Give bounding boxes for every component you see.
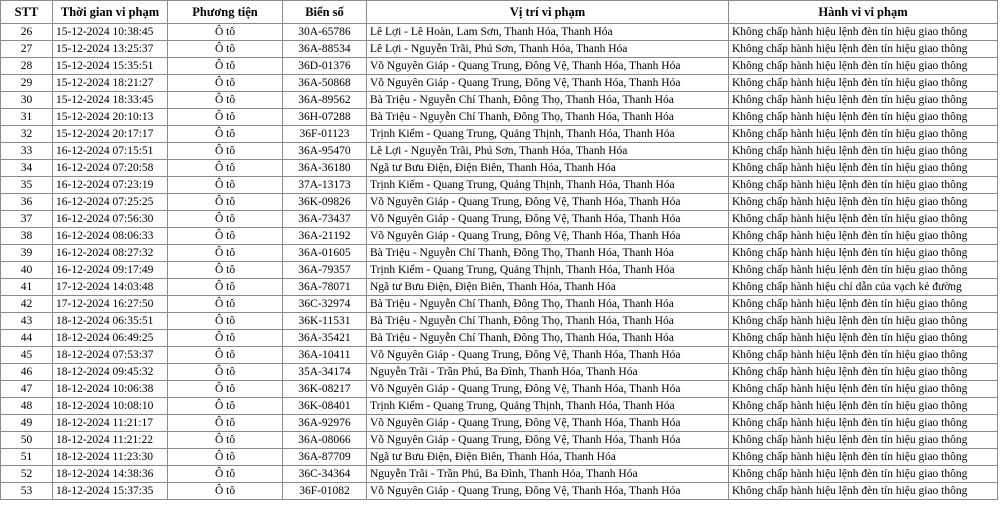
plate-cell: 36K-11531 xyxy=(283,313,367,330)
vehicle-cell: Ô tô xyxy=(168,313,283,330)
plate-cell: 36A-92976 xyxy=(283,415,367,432)
time-cell: 18-12-2024 15:37:35 xyxy=(53,483,168,500)
violation-cell: Không chấp hành hiệu lệnh đèn tín hiệu giao thông xyxy=(729,330,998,347)
table-row xyxy=(1,177,998,194)
location-cell: Bà Triệu - Nguyễn Chí Thanh, Đông Thọ, Thanh Hóa, Thanh Hóa xyxy=(367,330,729,347)
plate-cell: 30A-65786 xyxy=(283,24,367,41)
vehicle-cell: Ô tô xyxy=(168,92,283,109)
stt-cell: 41 xyxy=(1,279,53,296)
vehicle-cell: Ô tô xyxy=(168,483,283,500)
vehicle-cell: Ô tô xyxy=(168,415,283,432)
violation-cell: Không chấp hành hiệu lệnh đèn tín hiệu giao thông xyxy=(729,177,998,194)
vehicle-cell: Ô tô xyxy=(168,245,283,262)
violation-cell: Không chấp hành hiệu lệnh đèn tín hiệu giao thông xyxy=(729,58,998,75)
time-cell: 15-12-2024 18:33:45 xyxy=(53,92,168,109)
table-row xyxy=(1,160,998,177)
time-cell: 17-12-2024 14:03:48 xyxy=(53,279,168,296)
table-row xyxy=(1,143,998,160)
header-vehicle: Phương tiện xyxy=(168,1,283,24)
table-row xyxy=(1,228,998,245)
vehicle-cell: Ô tô xyxy=(168,194,283,211)
stt-cell: 50 xyxy=(1,432,53,449)
plate-cell: 36F-01082 xyxy=(283,483,367,500)
plate-cell: 36A-87709 xyxy=(283,449,367,466)
time-cell: 18-12-2024 11:21:22 xyxy=(53,432,168,449)
vehicle-cell: Ô tô xyxy=(168,109,283,126)
location-cell: Trịnh Kiểm - Quang Trung, Quảng Thịnh, Thanh Hóa, Thanh Hóa xyxy=(367,126,729,143)
location-cell: Ngã tư Bưu Điện, Điện Biên, Thanh Hóa, Thanh Hóa xyxy=(367,160,729,177)
violation-cell: Không chấp hành hiệu lệnh đèn tín hiệu giao thông xyxy=(729,466,998,483)
violation-cell: Không chấp hành hiệu lệnh đèn tín hiệu giao thông xyxy=(729,24,998,41)
vehicle-cell: Ô tô xyxy=(168,432,283,449)
stt-cell: 34 xyxy=(1,160,53,177)
time-cell: 16-12-2024 07:25:25 xyxy=(53,194,168,211)
violation-cell: Không chấp hành hiệu lệnh đèn tín hiệu giao thông xyxy=(729,228,998,245)
table-row xyxy=(1,347,998,364)
time-cell: 18-12-2024 06:49:25 xyxy=(53,330,168,347)
stt-cell: 27 xyxy=(1,41,53,58)
violation-cell: Không chấp hành hiệu lệnh đèn tín hiệu giao thông xyxy=(729,92,998,109)
plate-cell: 36A-73437 xyxy=(283,211,367,228)
vehicle-cell: Ô tô xyxy=(168,126,283,143)
plate-cell: 36A-01605 xyxy=(283,245,367,262)
time-cell: 15-12-2024 20:17:17 xyxy=(53,126,168,143)
plate-cell: 36A-89562 xyxy=(283,92,367,109)
violation-cell: Không chấp hành hiệu lệnh đèn tín hiệu giao thông xyxy=(729,296,998,313)
violation-cell: Không chấp hành hiệu lệnh đèn tín hiệu giao thông xyxy=(729,432,998,449)
location-cell: Lê Lợi - Nguyễn Trãi, Phú Sơn, Thanh Hóa, Thanh Hóa xyxy=(367,143,729,160)
stt-cell: 38 xyxy=(1,228,53,245)
table-row xyxy=(1,109,998,126)
plate-cell: 36K-08217 xyxy=(283,381,367,398)
table-row xyxy=(1,75,998,92)
violation-cell: Không chấp hành hiệu lệnh đèn tín hiệu giao thông xyxy=(729,381,998,398)
vehicle-cell: Ô tô xyxy=(168,228,283,245)
vehicle-cell: Ô tô xyxy=(168,211,283,228)
location-cell: Võ Nguyên Giáp - Quang Trung, Đông Vệ, Thanh Hóa, Thanh Hóa xyxy=(367,194,729,211)
table-row xyxy=(1,211,998,228)
violation-cell: Không chấp hành hiệu lệnh đèn tín hiệu giao thông xyxy=(729,483,998,500)
stt-cell: 42 xyxy=(1,296,53,313)
location-cell: Võ Nguyên Giáp - Quang Trung, Đông Vệ, Thanh Hóa, Thanh Hóa xyxy=(367,483,729,500)
vehicle-cell: Ô tô xyxy=(168,41,283,58)
violation-cell: Không chấp hành hiệu lệnh đèn tín hiệu giao thông xyxy=(729,211,998,228)
time-cell: 18-12-2024 11:21:17 xyxy=(53,415,168,432)
stt-cell: 51 xyxy=(1,449,53,466)
stt-cell: 26 xyxy=(1,24,53,41)
stt-cell: 48 xyxy=(1,398,53,415)
table-row xyxy=(1,415,998,432)
time-cell: 16-12-2024 07:20:58 xyxy=(53,160,168,177)
location-cell: Võ Nguyên Giáp - Quang Trung, Đông Vệ, Thanh Hóa, Thanh Hóa xyxy=(367,432,729,449)
location-cell: Trịnh Kiểm - Quang Trung, Quảng Thịnh, Thanh Hóa, Thanh Hóa xyxy=(367,177,729,194)
header-violation: Hành vi vi phạm xyxy=(729,1,998,24)
plate-cell: 36A-79357 xyxy=(283,262,367,279)
plate-cell: 36A-21192 xyxy=(283,228,367,245)
vehicle-cell: Ô tô xyxy=(168,330,283,347)
violation-cell: Không chấp hành hiệu lệnh đèn tín hiệu giao thông xyxy=(729,313,998,330)
time-cell: 15-12-2024 15:35:51 xyxy=(53,58,168,75)
stt-cell: 28 xyxy=(1,58,53,75)
location-cell: Võ Nguyên Giáp - Quang Trung, Đông Vệ, Thanh Hóa, Thanh Hóa xyxy=(367,75,729,92)
table-row xyxy=(1,245,998,262)
violation-cell: Không chấp hành hiệu lệnh đèn tín hiệu giao thông xyxy=(729,160,998,177)
table-row xyxy=(1,126,998,143)
header-plate: Biển số xyxy=(283,1,367,24)
table-row xyxy=(1,364,998,381)
plate-cell: 36H-07288 xyxy=(283,109,367,126)
time-cell: 16-12-2024 07:56:30 xyxy=(53,211,168,228)
violation-cell: Không chấp hành hiệu lệnh đèn tín hiệu giao thông xyxy=(729,143,998,160)
location-cell: Ngã tư Bưu Điện, Điện Biên, Thanh Hóa, Thanh Hóa xyxy=(367,279,729,296)
stt-cell: 47 xyxy=(1,381,53,398)
table-row xyxy=(1,313,998,330)
violation-cell: Không chấp hành hiệu chỉ dẫn của vạch kẻ đường xyxy=(729,279,998,296)
header-time: Thời gian vi phạm xyxy=(53,1,168,24)
stt-cell: 44 xyxy=(1,330,53,347)
stt-cell: 49 xyxy=(1,415,53,432)
violation-cell: Không chấp hành hiệu lệnh đèn tín hiệu giao thông xyxy=(729,347,998,364)
location-cell: Ngã tư Bưu Điện, Điện Biên, Thanh Hóa, Thanh Hóa xyxy=(367,449,729,466)
violation-cell: Không chấp hành hiệu lệnh đèn tín hiệu giao thông xyxy=(729,262,998,279)
location-cell: Lê Lợi - Lê Hoàn, Lam Sơn, Thanh Hóa, Thanh Hóa xyxy=(367,24,729,41)
location-cell: Võ Nguyên Giáp - Quang Trung, Đông Vệ, Thanh Hóa, Thanh Hóa xyxy=(367,58,729,75)
stt-cell: 45 xyxy=(1,347,53,364)
location-cell: Võ Nguyên Giáp - Quang Trung, Đông Vệ, Thanh Hóa, Thanh Hóa xyxy=(367,347,729,364)
plate-cell: 36A-88534 xyxy=(283,41,367,58)
time-cell: 15-12-2024 18:21:27 xyxy=(53,75,168,92)
plate-cell: 36C-32974 xyxy=(283,296,367,313)
vehicle-cell: Ô tô xyxy=(168,449,283,466)
stt-cell: 37 xyxy=(1,211,53,228)
time-cell: 17-12-2024 16:27:50 xyxy=(53,296,168,313)
vehicle-cell: Ô tô xyxy=(168,75,283,92)
time-cell: 16-12-2024 07:15:51 xyxy=(53,143,168,160)
table-row xyxy=(1,381,998,398)
table-row xyxy=(1,483,998,500)
plate-cell: 36D-01376 xyxy=(283,58,367,75)
plate-cell: 36F-01123 xyxy=(283,126,367,143)
stt-cell: 31 xyxy=(1,109,53,126)
location-cell: Võ Nguyên Giáp - Quang Trung, Đông Vệ, Thanh Hóa, Thanh Hóa xyxy=(367,415,729,432)
location-cell: Võ Nguyên Giáp - Quang Trung, Đông Vệ, Thanh Hóa, Thanh Hóa xyxy=(367,381,729,398)
location-cell: Bà Triệu - Nguyễn Chí Thanh, Đông Thọ, Thanh Hóa, Thanh Hóa xyxy=(367,109,729,126)
stt-cell: 46 xyxy=(1,364,53,381)
vehicle-cell: Ô tô xyxy=(168,466,283,483)
vehicle-cell: Ô tô xyxy=(168,262,283,279)
stt-cell: 29 xyxy=(1,75,53,92)
table-row xyxy=(1,41,998,58)
plate-cell: 36A-78071 xyxy=(283,279,367,296)
table-row xyxy=(1,58,998,75)
stt-cell: 39 xyxy=(1,245,53,262)
header-location: Vị trí vi phạm xyxy=(367,1,729,24)
violation-cell: Không chấp hành hiệu lệnh đèn tín hiệu giao thông xyxy=(729,415,998,432)
location-cell: Bà Triệu - Nguyễn Chí Thanh, Đông Thọ, Thanh Hóa, Thanh Hóa xyxy=(367,296,729,313)
violation-cell: Không chấp hành hiệu lệnh đèn tín hiệu giao thông xyxy=(729,41,998,58)
location-cell: Lê Lợi - Nguyễn Trãi, Phú Sơn, Thanh Hóa, Thanh Hóa xyxy=(367,41,729,58)
location-cell: Bà Triệu - Nguyễn Chí Thanh, Đông Thọ, Thanh Hóa, Thanh Hóa xyxy=(367,245,729,262)
violation-cell: Không chấp hành hiệu lệnh đèn tín hiệu giao thông xyxy=(729,75,998,92)
vehicle-cell: Ô tô xyxy=(168,24,283,41)
time-cell: 15-12-2024 20:10:13 xyxy=(53,109,168,126)
table-row xyxy=(1,92,998,109)
time-cell: 15-12-2024 13:25:37 xyxy=(53,41,168,58)
plate-cell: 36A-95470 xyxy=(283,143,367,160)
table-row xyxy=(1,398,998,415)
location-cell: Trịnh Kiểm - Quang Trung, Quảng Thịnh, Thanh Hóa, Thanh Hóa xyxy=(367,398,729,415)
time-cell: 18-12-2024 07:53:37 xyxy=(53,347,168,364)
violation-cell: Không chấp hành hiệu lệnh đèn tín hiệu giao thông xyxy=(729,364,998,381)
location-cell: Bà Triệu - Nguyễn Chí Thanh, Đông Thọ, Thanh Hóa, Thanh Hóa xyxy=(367,313,729,330)
plate-cell: 37A-13173 xyxy=(283,177,367,194)
time-cell: 18-12-2024 14:38:36 xyxy=(53,466,168,483)
table-row xyxy=(1,466,998,483)
table-row xyxy=(1,449,998,466)
stt-cell: 53 xyxy=(1,483,53,500)
vehicle-cell: Ô tô xyxy=(168,160,283,177)
location-cell: Nguyễn Trãi - Trần Phú, Ba Đình, Thanh Hóa, Thanh Hóa xyxy=(367,364,729,381)
stt-cell: 32 xyxy=(1,126,53,143)
violation-cell: Không chấp hành hiệu lệnh đèn tín hiệu giao thông xyxy=(729,449,998,466)
location-cell: Võ Nguyên Giáp - Quang Trung, Đông Vệ, Thanh Hóa, Thanh Hóa xyxy=(367,211,729,228)
time-cell: 16-12-2024 08:06:33 xyxy=(53,228,168,245)
vehicle-cell: Ô tô xyxy=(168,177,283,194)
vehicle-cell: Ô tô xyxy=(168,347,283,364)
plate-cell: 36A-08066 xyxy=(283,432,367,449)
stt-cell: 35 xyxy=(1,177,53,194)
plate-cell: 36A-36180 xyxy=(283,160,367,177)
stt-cell: 40 xyxy=(1,262,53,279)
table-row xyxy=(1,24,998,41)
location-cell: Võ Nguyên Giáp - Quang Trung, Đông Vệ, Thanh Hóa, Thanh Hóa xyxy=(367,228,729,245)
location-cell: Trịnh Kiểm - Quang Trung, Quảng Thịnh, Thanh Hóa, Thanh Hóa xyxy=(367,262,729,279)
vehicle-cell: Ô tô xyxy=(168,364,283,381)
time-cell: 18-12-2024 11:23:30 xyxy=(53,449,168,466)
header-stt: STT xyxy=(1,1,53,24)
stt-cell: 30 xyxy=(1,92,53,109)
stt-cell: 36 xyxy=(1,194,53,211)
violation-cell: Không chấp hành hiệu lệnh đèn tín hiệu giao thông xyxy=(729,109,998,126)
violation-cell: Không chấp hành hiệu lệnh đèn tín hiệu giao thông xyxy=(729,126,998,143)
plate-cell: 35A-34174 xyxy=(283,364,367,381)
time-cell: 16-12-2024 07:23:19 xyxy=(53,177,168,194)
time-cell: 18-12-2024 09:45:32 xyxy=(53,364,168,381)
location-cell: Bà Triệu - Nguyễn Chí Thanh, Đông Thọ, Thanh Hóa, Thanh Hóa xyxy=(367,92,729,109)
stt-cell: 52 xyxy=(1,466,53,483)
time-cell: 18-12-2024 10:06:38 xyxy=(53,381,168,398)
time-cell: 18-12-2024 06:35:51 xyxy=(53,313,168,330)
time-cell: 18-12-2024 10:08:10 xyxy=(53,398,168,415)
table-row xyxy=(1,432,998,449)
violation-cell: Không chấp hành hiệu lệnh đèn tín hiệu giao thông xyxy=(729,245,998,262)
time-cell: 16-12-2024 08:27:32 xyxy=(53,245,168,262)
table-row xyxy=(1,262,998,279)
vehicle-cell: Ô tô xyxy=(168,58,283,75)
time-cell: 16-12-2024 09:17:49 xyxy=(53,262,168,279)
stt-cell: 33 xyxy=(1,143,53,160)
violation-cell: Không chấp hành hiệu lệnh đèn tín hiệu giao thông xyxy=(729,398,998,415)
location-cell: Nguyễn Trãi - Trần Phú, Ba Đình, Thanh Hóa, Thanh Hóa xyxy=(367,466,729,483)
header-row xyxy=(1,1,998,24)
vehicle-cell: Ô tô xyxy=(168,296,283,313)
plate-cell: 36K-09826 xyxy=(283,194,367,211)
table-row xyxy=(1,279,998,296)
stt-cell: 43 xyxy=(1,313,53,330)
table-row xyxy=(1,296,998,313)
plate-cell: 36A-35421 xyxy=(283,330,367,347)
plate-cell: 36A-10411 xyxy=(283,347,367,364)
plate-cell: 36K-08401 xyxy=(283,398,367,415)
time-cell: 15-12-2024 10:38:45 xyxy=(53,24,168,41)
table-row xyxy=(1,330,998,347)
vehicle-cell: Ô tô xyxy=(168,143,283,160)
vehicle-cell: Ô tô xyxy=(168,398,283,415)
vehicle-cell: Ô tô xyxy=(168,279,283,296)
plate-cell: 36C-34364 xyxy=(283,466,367,483)
violation-cell: Không chấp hành hiệu lệnh đèn tín hiệu giao thông xyxy=(729,194,998,211)
vehicle-cell: Ô tô xyxy=(168,381,283,398)
plate-cell: 36A-50868 xyxy=(283,75,367,92)
table-row xyxy=(1,194,998,211)
